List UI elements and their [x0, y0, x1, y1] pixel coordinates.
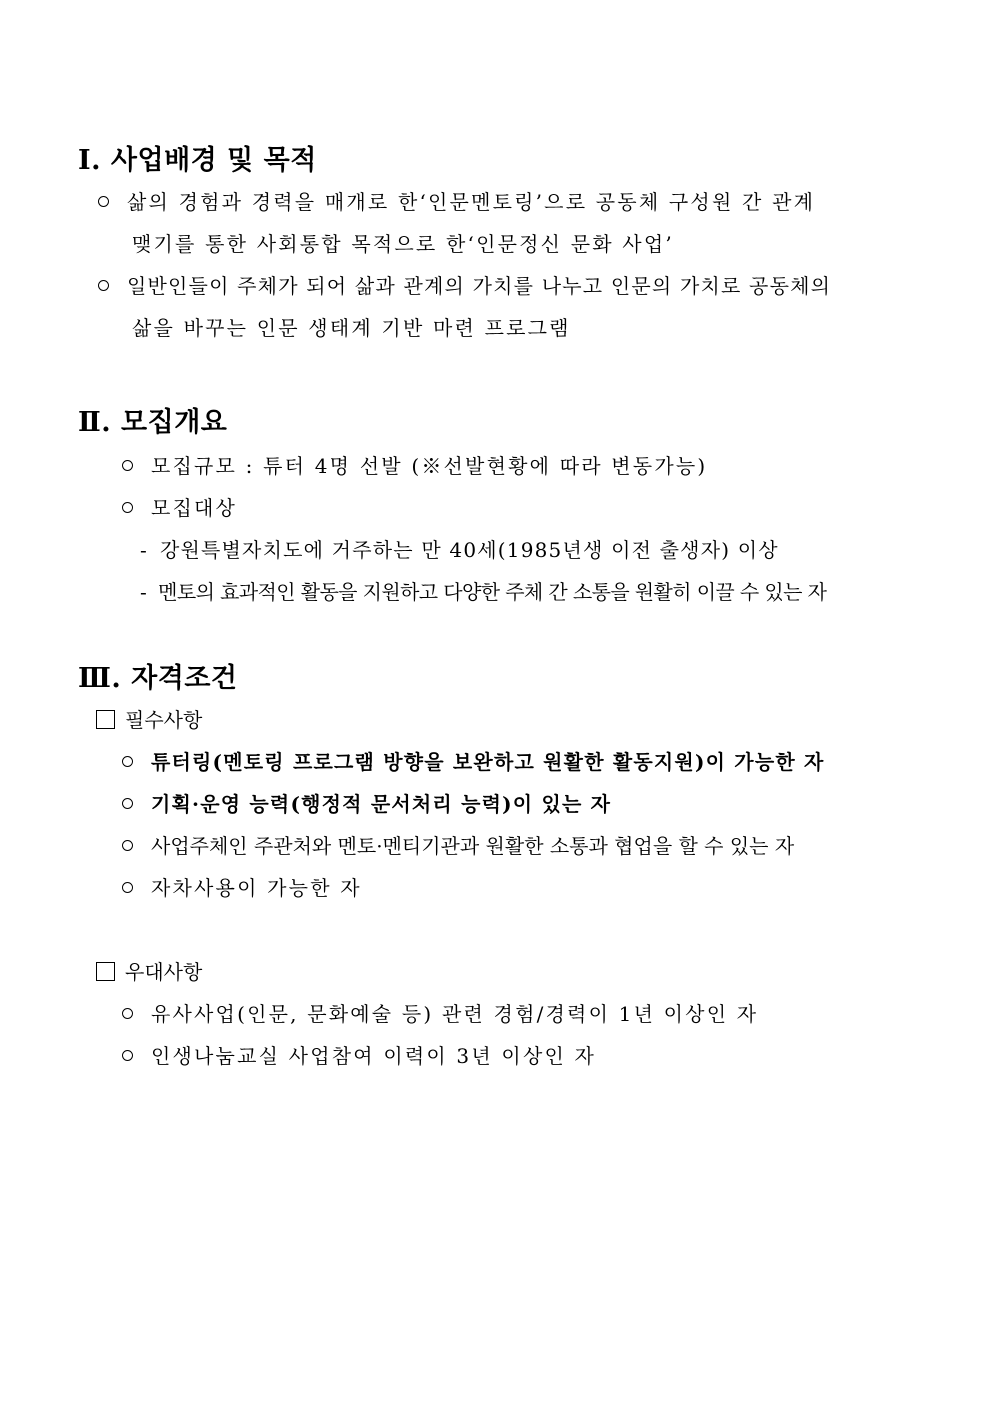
item-text: 자차사용이 가능한 자 — [151, 876, 362, 900]
bullet-text: 삶의 경험과 경력을 매개로 한‘인문멘토링’으로 공동체 구성원 간 관계 — [127, 190, 816, 214]
preferred-title: 우대사항 — [125, 960, 203, 984]
circle-bullet-icon — [122, 882, 133, 893]
circle-bullet-icon — [122, 1008, 133, 1019]
item-text: 기획·운영 능력(행정적 문서처리 능력)이 있는 자 — [151, 792, 612, 816]
circle-bullet-icon — [122, 1050, 133, 1061]
bullet-text: 일반인들이 주체가 되어 삶과 관계의 가치를 나누고 인문의 가치로 공동체의 — [127, 274, 832, 298]
circle-bullet-icon — [122, 756, 133, 767]
section-2-item-1 — [122, 454, 707, 478]
section-1-bullet-1-line-1 — [98, 190, 815, 214]
circle-bullet-icon — [122, 502, 133, 513]
section-1-bullet-2-line-2: 삶을 바꾸는 인문 생태계 기반 마련 프로그램 — [132, 316, 571, 340]
required-item-4 — [122, 876, 362, 900]
section-1-bullet-1-line-2: 맺기를 통한 사회통합 목적으로 한‘인문정신 문화 사업’ — [132, 232, 674, 256]
preferred-subheading — [96, 960, 202, 984]
sub-item-text: 멘토의 효과적인 활동을 지원하고 다양한 주체 간 소통을 원활히 이끌 수 있는 자 — [158, 580, 827, 604]
section-1-heading: Ⅰ. 사업배경 및 목적 — [78, 145, 317, 176]
required-subheading — [96, 708, 202, 732]
item-text: 사업주체인 주관처와 멘토·멘티기관과 원활한 소통과 협업을 할 수 있는 자 — [151, 834, 795, 858]
circle-bullet-icon — [122, 798, 133, 809]
square-box-icon — [96, 962, 115, 981]
square-box-icon — [96, 710, 115, 729]
section-2-sub-item-2 — [140, 580, 826, 604]
required-title: 필수사항 — [125, 708, 203, 732]
sub-item-text: 강원특별자치도에 거주하는 만 40세(1985년생 이전 출생자) 이상 — [159, 538, 779, 562]
item-text: 튜터링(멘토링 프로그램 방향을 보완하고 원활한 활동지원)이 가능한 자 — [151, 750, 825, 774]
dash-bullet: - — [140, 580, 147, 604]
item-text: 모집대상 — [151, 496, 238, 520]
required-item-2 — [122, 792, 611, 816]
circle-bullet-icon — [122, 460, 133, 471]
section-3-heading: Ⅲ. 자격조건 — [78, 663, 238, 694]
circle-bullet-icon — [98, 280, 109, 291]
required-item-1 — [122, 750, 825, 774]
preferred-item-1 — [122, 1002, 758, 1026]
section-2-item-2 — [122, 496, 237, 520]
section-1-bullet-2-line-1 — [98, 274, 831, 298]
item-text: 인생나눔교실 사업참여 이력이 3년 이상인 자 — [151, 1044, 597, 1068]
section-2-sub-item-1 — [140, 538, 779, 562]
dash-bullet: - — [140, 538, 148, 562]
section-2-heading: Ⅱ. 모집개요 — [78, 407, 228, 438]
circle-bullet-icon — [122, 840, 133, 851]
required-item-3 — [122, 834, 794, 858]
item-text: 유사사업(인문, 문화예술 등) 관련 경험/경력이 1년 이상인 자 — [151, 1002, 759, 1026]
item-text: 모집규모 : 튜터 4명 선발 (※선발현황에 따라 변동가능) — [151, 454, 708, 478]
circle-bullet-icon — [98, 196, 109, 207]
preferred-item-2 — [122, 1044, 596, 1068]
